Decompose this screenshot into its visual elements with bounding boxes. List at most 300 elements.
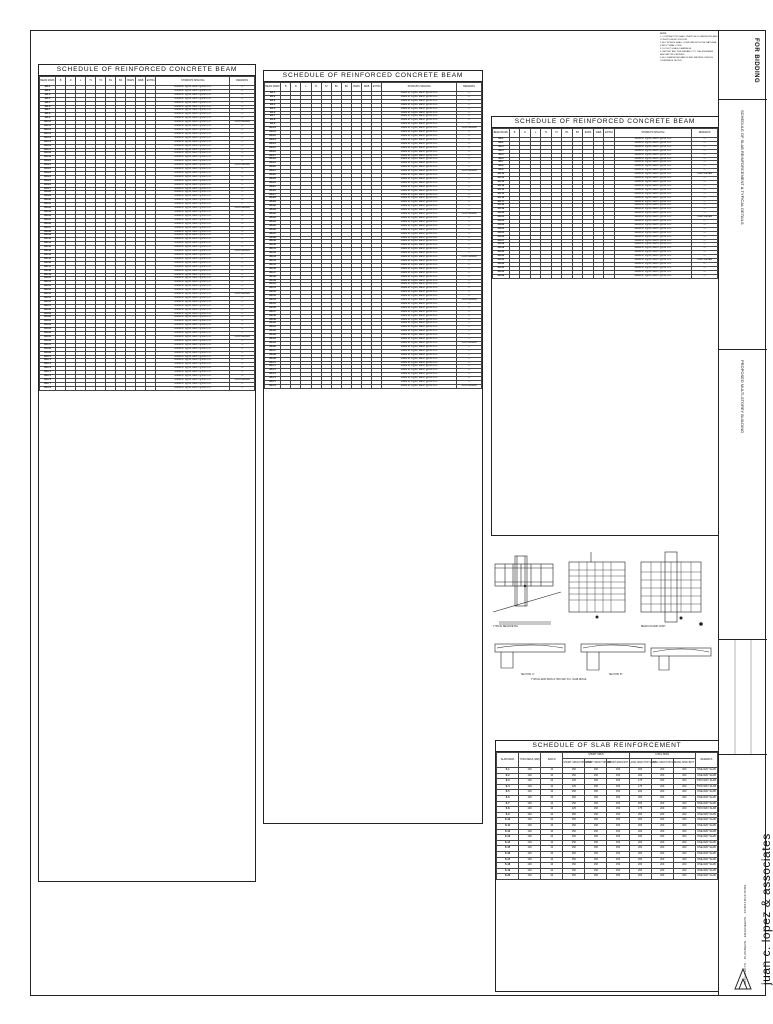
slab-cell: 150: [607, 779, 629, 785]
beam-mark: 2B-30: [265, 205, 281, 209]
stirrup-spacing: 10MM Ø: 1@50, REST @150 O.C.: [382, 326, 457, 330]
stirrup-spacing: 10MM Ø: 1@50, REST @150 O.C.: [382, 338, 457, 342]
stirrup-spacing: 10MM Ø: 1@50, REST @150 O.C.: [382, 318, 457, 322]
beam-header: BARS: [126, 77, 136, 86]
slab-cell: 150: [607, 840, 629, 846]
beam-remarks: —: [457, 142, 482, 146]
slab-cell: ONE-WAY SLAB: [695, 874, 717, 880]
stirrup-spacing: 10MM Ø: 1@50, REST @150 O.C.: [156, 164, 230, 168]
beam-mark: 3B-26: [493, 235, 510, 239]
slab-schedule: [495, 740, 719, 992]
beam-cell: [351, 384, 361, 388]
stirrup-spacing: 10MM Ø: 1@50, REST @150 O.C.: [156, 140, 230, 144]
beam-remarks: —: [692, 263, 718, 267]
stirrup-spacing: 10MM Ø: 1@50, REST @150 O.C.: [382, 138, 457, 142]
slab-cell: 150: [607, 829, 629, 835]
stirrup-spacing: 10MM Ø: 1@50, REST @150 O.C.: [614, 255, 692, 259]
slab-cell: 200: [629, 857, 651, 863]
stirrup-spacing: 10MM Ø: 1@50, REST @150 O.C.: [382, 369, 457, 373]
detail-caption: SECTION 'A': [521, 674, 535, 676]
beam-remarks: —: [457, 291, 482, 295]
beam-mark: 2B-13: [265, 138, 281, 142]
slab-cell: 200: [651, 857, 673, 863]
beam-remarks: —: [230, 382, 255, 386]
beam-remarks: —: [230, 152, 255, 156]
beam-remarks: —: [692, 204, 718, 208]
slab-cell: 100: [519, 851, 541, 857]
beam-remarks: —: [457, 138, 482, 142]
beam-mark: 2B-54: [265, 299, 281, 303]
beam-header: BEAM MARK: [40, 77, 56, 86]
stirrup-spacing: 10MM Ø: 1@50, REST @150 O.C.: [382, 236, 457, 240]
slab-cell: 150: [585, 846, 607, 852]
beam-remarks: —: [457, 115, 482, 119]
beam-remarks: —: [230, 316, 255, 320]
beam-remarks: —: [457, 177, 482, 181]
stirrup-spacing: 10MM Ø: 1@50, REST @150 O.C.: [156, 171, 230, 175]
slab-cell: 150: [585, 868, 607, 874]
detail-caption: BEAM-COLUMN JOINT: [641, 626, 666, 628]
beam-mark: 3B-20: [493, 212, 510, 216]
stirrup-spacing: 10MM Ø: 1@50, REST @150 O.C.: [156, 332, 230, 336]
stirrup-spacing: 10MM Ø: 1@50, REST @150 O.C.: [156, 109, 230, 113]
beam-header: BARS: [351, 83, 361, 92]
beam-remarks: —: [230, 296, 255, 300]
beam-mark: RB-17: [40, 148, 56, 152]
slab-cell: 100: [519, 790, 541, 796]
beam-remarks: —: [230, 226, 255, 230]
slab-mark: S-16: [497, 851, 519, 857]
beam-mark: RB-13: [40, 132, 56, 136]
beam-remarks: —: [457, 295, 482, 299]
beam-mark: 3B-28: [493, 243, 510, 247]
beam-remarks: —: [692, 157, 718, 161]
beam-mark: RB-36: [40, 222, 56, 226]
stirrup-spacing: 10MM Ø: 1@50, REST @150 O.C.: [614, 251, 692, 255]
slab-cell: 200: [673, 829, 695, 835]
beam-mark: 3B-10: [493, 173, 510, 177]
stirrup-spacing: 10MM Ø: 1@50, REST @150 O.C.: [156, 207, 230, 211]
beam-remarks: —: [457, 345, 482, 349]
slab-cell: 150: [607, 857, 629, 863]
beam-mark: 2B-45: [265, 263, 281, 267]
slab-header: THICKNESS (MM): [519, 753, 541, 768]
stirrup-spacing: 10MM Ø: 1@50, REST @150 O.C.: [156, 250, 230, 254]
detail-caption: TYPICAL BEAM DETAIL: [493, 626, 519, 628]
slab-cell: ONE-WAY SLAB: [695, 863, 717, 869]
beam-mark: 3B-6: [493, 157, 510, 161]
slab-cell: ONE-WAY SLAB: [695, 818, 717, 824]
beam-remarks: —: [692, 227, 718, 231]
project-cell: [719, 350, 767, 640]
slab-cell: 125: [563, 807, 585, 813]
beam-schedule-title: SCHEDULE OF REINFORCED CONCRETE BEAM: [492, 117, 718, 128]
beam-header: B1: [106, 77, 116, 86]
beam-remarks: —: [457, 306, 482, 310]
beam-mark: 2B-62: [265, 330, 281, 334]
stirrup-spacing: 10MM Ø: 1@50, REST @150 O.C.: [614, 196, 692, 200]
stirrup-spacing: 10MM Ø: 1@50, REST @150 O.C.: [382, 213, 457, 217]
beam-mark: 2B-72: [265, 369, 281, 373]
stirrup-spacing: 10MM Ø: 1@50, REST @150 O.C.: [614, 263, 692, 267]
beam-header: D: [520, 129, 531, 138]
slab-cell: 200: [673, 835, 695, 841]
beam-remarks: —: [692, 145, 718, 149]
slab-header: SHORT SPAN TOP CONT.: [563, 759, 585, 768]
slab-cell: 175: [629, 784, 651, 790]
beam-mark: 2B-65: [265, 342, 281, 346]
stirrup-spacing: 10MM Ø: 1@50, REST @150 O.C.: [614, 145, 692, 149]
stirrup-spacing: 10MM Ø: 1@50, REST @150 O.C.: [614, 243, 692, 247]
slab-cell: 150: [607, 823, 629, 829]
stirrup-spacing: 10MM Ø: 1@50, REST @150 O.C.: [156, 191, 230, 195]
slab-cell: ONE-WAY SLAB: [695, 795, 717, 801]
beam-mark: 2B-28: [265, 197, 281, 201]
beam-mark: 2B-46: [265, 267, 281, 271]
beam-mark: RB-15: [40, 140, 56, 144]
slab-cell: 150: [563, 874, 585, 880]
stirrup-spacing: 10MM Ø: 1@50, REST @150 O.C.: [156, 132, 230, 136]
stirrup-spacing: 10MM Ø: 1@50, REST @150 O.C.: [382, 115, 457, 119]
stirrup-spacing: 10MM Ø: 1@50, REST @150 O.C.: [156, 382, 230, 386]
stirrup-spacing: 10MM Ø: 1@50, REST @150 O.C.: [614, 200, 692, 204]
stirrup-spacing: 10MM Ø: 1@50, REST @150 O.C.: [382, 134, 457, 138]
beam-schedule-table: [264, 82, 482, 389]
note-line: 4. REPORT ANY DISCREPANCY TO THE ENGINEER BEFORE PROCEEDING.: [660, 51, 714, 56]
beam-mark: RB-66: [40, 339, 56, 343]
slab-cell: 200: [651, 795, 673, 801]
beam-remarks: —: [230, 289, 255, 293]
beam-remarks: —: [457, 252, 482, 256]
beam-remarks: —: [230, 214, 255, 218]
stirrup-spacing: 10MM Ø: 1@50, REST @150 O.C.: [382, 193, 457, 197]
slab-cell: 200: [629, 812, 651, 818]
slab-cell: 150: [607, 818, 629, 824]
beam-mark: RB-4: [40, 97, 56, 101]
beam-header: L: [76, 77, 86, 86]
slab-cell: 150: [585, 773, 607, 779]
beam-cell: [572, 274, 583, 278]
beam-remarks: —: [457, 103, 482, 107]
stirrup-spacing: 10MM Ø: 1@50, REST @150 O.C.: [156, 261, 230, 265]
beam-header: T2: [551, 129, 562, 138]
beam-remarks: —: [692, 231, 718, 235]
beam-mark: 2B-17: [265, 154, 281, 158]
beam-mark: 2B-67: [265, 349, 281, 353]
beam-remarks: —: [230, 136, 255, 140]
beam-remarks: —: [457, 244, 482, 248]
beam-remarks: —: [457, 275, 482, 279]
stirrup-spacing: 10MM Ø: 1@50, REST @150 O.C.: [382, 291, 457, 295]
beam-remarks: —: [692, 177, 718, 181]
slab-cell: 200: [651, 829, 673, 835]
beam-remarks: —: [457, 158, 482, 162]
beam-remarks: —: [692, 196, 718, 200]
beam-remarks: —: [692, 165, 718, 169]
beam-mark: RB-39: [40, 234, 56, 238]
beam-remarks: —: [230, 234, 255, 238]
detail-caption: TYPICAL END SPAN & TWO WAY R.C. SLAB DETAIL: [531, 679, 587, 681]
beam-remarks: —: [230, 265, 255, 269]
beam-mark: RB-6: [40, 105, 56, 109]
slab-cell: 200: [673, 784, 695, 790]
slab-header: LONG SPAN TOP CONT.: [629, 759, 651, 768]
stirrup-spacing: 10MM Ø: 1@50, REST @150 O.C.: [156, 121, 230, 125]
stirrup-spacing: 10MM Ø: 1@50, REST @150 O.C.: [614, 188, 692, 192]
beam-mark: RB-5: [40, 101, 56, 105]
beam-header: BEAM MARK: [265, 83, 281, 92]
beam-remarks: —: [230, 371, 255, 375]
info-cell: [719, 640, 767, 755]
stirrup-spacing: 10MM Ø: 1@50, REST @150 O.C.: [156, 347, 230, 351]
beam-remarks: —: [230, 308, 255, 312]
slab-cell: 150: [585, 863, 607, 869]
beam-mark: 2B-19: [265, 162, 281, 166]
beam-remarks: —: [457, 181, 482, 185]
beam-remarks: —: [457, 111, 482, 115]
slab-cell: 150: [607, 807, 629, 813]
beam-schedule-title: SCHEDULE OF REINFORCED CONCRETE BEAM: [264, 71, 482, 82]
beam-mark: 2B-53: [265, 295, 281, 299]
beam-remarks: —: [230, 386, 255, 390]
stirrup-spacing: 10MM Ø: 1@50, REST @150 O.C.: [156, 234, 230, 238]
beam-mark: 2B-73: [265, 373, 281, 377]
beam-remarks: —: [230, 125, 255, 129]
beam-remarks: —: [230, 285, 255, 289]
stirrup-spacing: 10MM Ø: 1@50, REST @150 O.C.: [382, 295, 457, 299]
slab-cell: 150: [607, 851, 629, 857]
beam-mark: 2B-3: [265, 99, 281, 103]
stirrup-spacing: 10MM Ø: 1@50, REST @150 O.C.: [382, 322, 457, 326]
beam-remarks: —: [692, 180, 718, 184]
stirrup-spacing: 10MM Ø: 1@50, REST @150 O.C.: [614, 216, 692, 220]
slab-cell: 200: [629, 851, 651, 857]
stirrup-spacing: 10MM Ø: 1@50, REST @150 O.C.: [156, 371, 230, 375]
beam-remarks: —: [230, 343, 255, 347]
beam-remarks: —: [230, 363, 255, 367]
slab-cell: 200: [651, 779, 673, 785]
beam-cell: [362, 384, 372, 388]
stirrup-spacing: 10MM Ø: 1@50, REST @150 O.C.: [156, 300, 230, 304]
slab-cell: 200: [651, 846, 673, 852]
beam-remarks: —: [457, 131, 482, 135]
beam-mark: RB-42: [40, 246, 56, 250]
beam-remarks: —: [457, 189, 482, 193]
beam-mark: 3B-21: [493, 216, 510, 220]
stirrup-spacing: 10MM Ø: 1@50, REST @150 O.C.: [382, 189, 457, 193]
beam-remarks: —: [457, 349, 482, 353]
slab-cell: 200: [673, 863, 695, 869]
beam-mark: RB-20: [40, 160, 56, 164]
stirrup-spacing: 10MM Ø: 1@50, REST @150 O.C.: [156, 89, 230, 93]
stirrup-spacing: 10MM Ø: 1@50, REST @150 O.C.: [614, 204, 692, 208]
beam-mark: 2B-2: [265, 95, 281, 99]
slab-cell: 150: [607, 835, 629, 841]
beam-remarks: —: [692, 184, 718, 188]
stirrup-spacing: 10MM Ø: 1@50, REST @150 O.C.: [156, 351, 230, 355]
beam-remarks: —: [457, 302, 482, 306]
beam-cell: [562, 274, 573, 278]
slab-cell: 200: [651, 784, 673, 790]
beam-remarks: —: [692, 235, 718, 239]
beam-mark: RB-72: [40, 363, 56, 367]
stirrup-spacing: 10MM Ø: 1@50, REST @150 O.C.: [382, 127, 457, 131]
beam-header: D: [291, 83, 301, 92]
stirrup-spacing: 10MM Ø: 1@50, REST @150 O.C.: [382, 357, 457, 361]
beam-remarks: —: [692, 274, 718, 278]
slab-cell: 150: [563, 823, 585, 829]
beam-remarks: —: [692, 161, 718, 165]
beam-mark: RB-54: [40, 293, 56, 297]
beam-remarks: —: [230, 304, 255, 308]
beam-mark: 2B-63: [265, 334, 281, 338]
stirrup-spacing: 10MM Ø: 1@50, REST @150 O.C.: [156, 222, 230, 226]
beam-mark: 2B-14: [265, 142, 281, 146]
beam-row: [40, 386, 255, 390]
slab-cell: 10: [541, 801, 563, 807]
slab-mark: S-10: [497, 818, 519, 824]
stirrup-spacing: 10MM Ø: 1@50, REST @150 O.C.: [156, 86, 230, 90]
beam-remarks: —: [457, 369, 482, 373]
beam-remarks: —: [457, 353, 482, 357]
beam-schedule-table: [39, 76, 255, 391]
beam-mark: RB-76: [40, 378, 56, 382]
stirrup-spacing: 10MM Ø: 1@50, REST @150 O.C.: [382, 103, 457, 107]
beam-mark: 3B-35: [493, 270, 510, 274]
slab-cell: 200: [673, 801, 695, 807]
beam-mark: RB-46: [40, 261, 56, 265]
stirrup-spacing: 10MM Ø: 1@50, REST @150 O.C.: [156, 93, 230, 97]
stirrup-spacing: 10MM Ø: 1@50, REST @150 O.C.: [614, 270, 692, 274]
stirrup-spacing: 10MM Ø: 1@50, REST @150 O.C.: [156, 253, 230, 257]
slab-row: [497, 874, 718, 880]
beam-mark: RB-12: [40, 128, 56, 132]
stirrup-spacing: 10MM Ø: 1@50, REST @150 O.C.: [614, 165, 692, 169]
stirrup-spacing: 10MM Ø: 1@50, REST @150 O.C.: [614, 184, 692, 188]
beam-mark: 2B-7: [265, 115, 281, 119]
stirrup-spacing: 10MM Ø: 1@50, REST @150 O.C.: [382, 150, 457, 154]
slab-cell: 10: [541, 784, 563, 790]
slab-cell: 150: [607, 784, 629, 790]
beam-mark: RB-49: [40, 273, 56, 277]
slab-cell: ONE-WAY SLAB: [695, 840, 717, 846]
stirrup-spacing: 10MM Ø: 1@50, REST @150 O.C.: [382, 381, 457, 385]
beam-cell: [604, 274, 615, 278]
slab-header: SHORT SPAN BOT: [607, 759, 629, 768]
beam-remarks: —: [230, 199, 255, 203]
beam-mark: RB-38: [40, 230, 56, 234]
beam-mark: 2B-37: [265, 232, 281, 236]
beam-remarks: CANTILEVER: [230, 164, 255, 168]
beam-remarks: —: [230, 211, 255, 215]
beam-remarks: —: [457, 119, 482, 123]
beam-mark: 2B-9: [265, 123, 281, 127]
slab-cell: 175: [629, 807, 651, 813]
slab-schedule-table: [496, 752, 718, 880]
stirrup-spacing: 10MM Ø: 1@50, REST @150 O.C.: [156, 203, 230, 207]
beam-mark: RB-14: [40, 136, 56, 140]
beam-mark: 2B-69: [265, 357, 281, 361]
slab-cell: 100: [519, 801, 541, 807]
beam-mark: RB-52: [40, 285, 56, 289]
beam-remarks: —: [457, 209, 482, 213]
beam-cell: [116, 386, 126, 390]
beam-remarks: —: [457, 193, 482, 197]
stirrup-spacing: 10MM Ø: 1@50, REST @150 O.C.: [156, 105, 230, 109]
slab-mark: S-9: [497, 812, 519, 818]
slab-mark: S-1: [497, 768, 519, 774]
stirrup-spacing: 10MM Ø: 1@50, REST @150 O.C.: [156, 336, 230, 340]
stirrup-spacing: 10MM Ø: 1@50, REST @150 O.C.: [382, 373, 457, 377]
stirrup-spacing: 10MM Ø: 1@50, REST @150 O.C.: [382, 209, 457, 213]
stirrup-spacing: 10MM Ø: 1@50, REST @150 O.C.: [614, 153, 692, 157]
slab-cell: 200: [673, 818, 695, 824]
beam-remarks: —: [457, 283, 482, 287]
beam-remarks: —: [230, 191, 255, 195]
beam-cell: [126, 386, 136, 390]
beam-header: EXTRA: [604, 129, 615, 138]
stirrup-spacing: 10MM Ø: 1@50, REST @150 O.C.: [156, 312, 230, 316]
beam-cell: [541, 274, 552, 278]
stirrup-spacing: 10MM Ø: 1@50, REST @150 O.C.: [382, 263, 457, 267]
stirrup-spacing: 10MM Ø: 1@50, REST @150 O.C.: [382, 330, 457, 334]
stirrup-spacing: 10MM Ø: 1@50, REST @150 O.C.: [382, 377, 457, 381]
beam-mark: 2B-51: [265, 287, 281, 291]
beam-remarks: —: [457, 334, 482, 338]
beam-mark: RB-37: [40, 226, 56, 230]
beam-remarks: —: [230, 148, 255, 152]
stirrup-spacing: 10MM Ø: 1@50, REST @150 O.C.: [382, 353, 457, 357]
slab-cell: 100: [519, 823, 541, 829]
beam-remarks: —: [692, 153, 718, 157]
beam-mark: 2B-39: [265, 240, 281, 244]
stirrup-spacing: 10MM Ø: 1@50, REST @150 O.C.: [156, 269, 230, 273]
beam-remarks: —: [457, 107, 482, 111]
beam-remarks: —: [230, 117, 255, 121]
stirrup-spacing: 10MM Ø: 1@50, REST @150 O.C.: [156, 242, 230, 246]
slab-cell: TWO-WAY SLAB: [695, 779, 717, 785]
slab-cell: 150: [607, 795, 629, 801]
beam-remarks: —: [692, 200, 718, 204]
beam-header: STIRRUPS SPACING: [382, 83, 457, 92]
slab-cell: 200: [651, 790, 673, 796]
stirrup-spacing: 10MM Ø: 1@50, REST @150 O.C.: [614, 266, 692, 270]
stirrup-spacing: 10MM Ø: 1@50, REST @150 O.C.: [382, 166, 457, 170]
beam-remarks: —: [230, 175, 255, 179]
slab-cell: 200: [673, 779, 695, 785]
beam-mark: 2B-15: [265, 146, 281, 150]
slab-cell: 150: [563, 863, 585, 869]
beam-remarks: —: [692, 138, 718, 142]
slab-cell: 150: [585, 801, 607, 807]
stirrup-spacing: 10MM Ø: 1@50, REST @150 O.C.: [382, 256, 457, 260]
slab-mark: S-6: [497, 795, 519, 801]
slab-cell: 10: [541, 846, 563, 852]
beam-mark: 3B-2: [493, 141, 510, 145]
beam-mark: RB-64: [40, 332, 56, 336]
beam-remarks: —: [457, 197, 482, 201]
stirrup-spacing: 10MM Ø: 1@50, REST @150 O.C.: [156, 152, 230, 156]
beam-mark: 2B-23: [265, 177, 281, 181]
stirrup-spacing: 10MM Ø: 1@50, REST @150 O.C.: [156, 148, 230, 152]
beam-remarks: —: [457, 267, 482, 271]
beam-remarks: CANTILEVER: [457, 127, 482, 131]
beam-remarks: —: [692, 149, 718, 153]
beam-mark: 3B-16: [493, 196, 510, 200]
beam-header: WEB: [136, 77, 146, 86]
slab-cell: 150: [607, 790, 629, 796]
slab-cell: 10: [541, 823, 563, 829]
